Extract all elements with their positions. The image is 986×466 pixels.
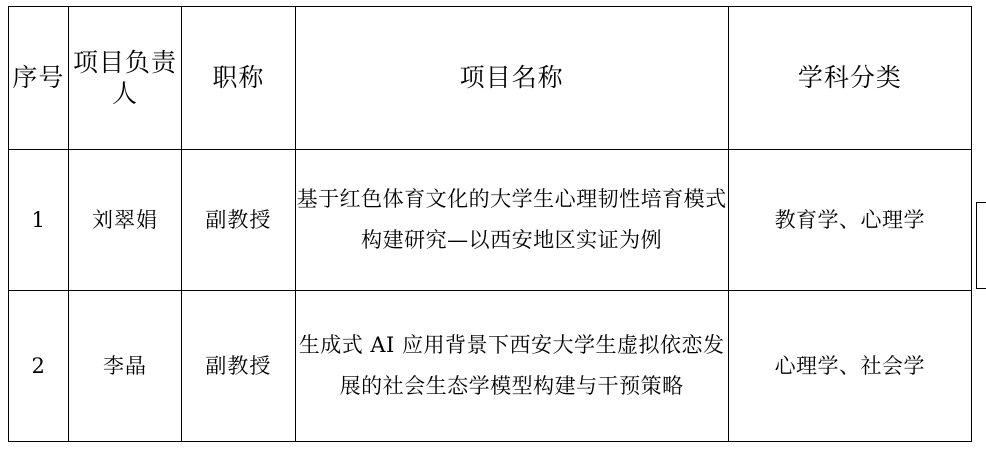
- cell-seq: 2: [9, 291, 69, 442]
- cell-discipline: 心理学、社会学: [728, 291, 971, 442]
- column-header-leader: 项目负责人: [68, 7, 181, 150]
- page-edge-sliver: [976, 202, 986, 289]
- table-body: [9, 150, 972, 442]
- document-page: [0, 6, 986, 466]
- column-header-seq: 序号: [9, 7, 69, 150]
- cell-title: 副教授: [182, 291, 295, 442]
- cell-seq: 1: [9, 150, 69, 291]
- table-header-row: [9, 7, 972, 150]
- cell-discipline: 教育学、心理学: [728, 150, 971, 291]
- cell-leader: 李晶: [68, 291, 181, 442]
- cell-project-name: 生成式 AI 应用背景下西安大学生虚拟依恋发展的社会生态学模型构建与干预策略: [295, 291, 728, 442]
- table-header: [9, 7, 972, 150]
- table-row: [9, 291, 972, 442]
- table-row: [9, 150, 972, 291]
- column-header-project-name: 项目名称: [295, 7, 728, 150]
- cell-title: 副教授: [182, 150, 295, 291]
- cell-leader: 刘翠娟: [68, 150, 181, 291]
- column-header-discipline: 学科分类: [728, 7, 971, 150]
- column-header-title: 职称: [182, 7, 295, 150]
- cell-project-name: 基于红色体育文化的大学生心理韧性培育模式构建研究—以西安地区实证为例: [295, 150, 728, 291]
- project-list-table: [8, 6, 972, 442]
